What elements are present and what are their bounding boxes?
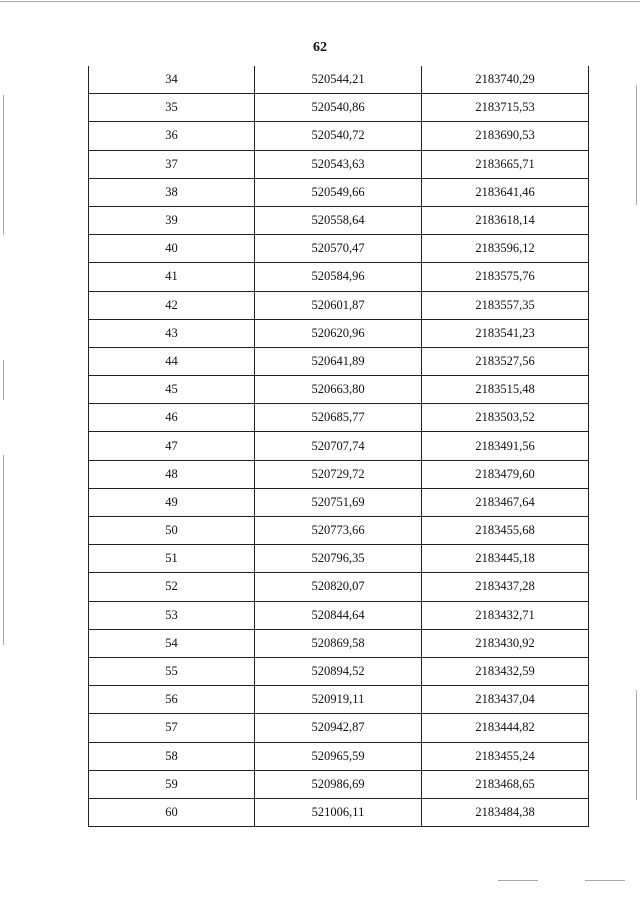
y-coordinate-cell: 2183596,12 bbox=[422, 235, 589, 263]
x-coordinate-cell: 520751,69 bbox=[255, 488, 422, 516]
x-coordinate-cell: 520544,21 bbox=[255, 66, 422, 94]
point-number-cell: 55 bbox=[89, 657, 255, 685]
x-coordinate-cell: 520844,64 bbox=[255, 601, 422, 629]
y-coordinate-cell: 2183455,68 bbox=[422, 517, 589, 545]
point-number-cell: 52 bbox=[89, 573, 255, 601]
x-coordinate-cell: 520729,72 bbox=[255, 460, 422, 488]
y-coordinate-cell: 2183444,82 bbox=[422, 714, 589, 742]
x-coordinate-cell: 520584,96 bbox=[255, 263, 422, 291]
table-row bbox=[89, 122, 589, 150]
point-number-cell: 48 bbox=[89, 460, 255, 488]
scan-edge-top bbox=[0, 1, 640, 2]
point-number-cell: 47 bbox=[89, 432, 255, 460]
scan-edge-bottom bbox=[498, 880, 538, 881]
table-row bbox=[89, 798, 589, 826]
point-number-cell: 34 bbox=[89, 66, 255, 94]
x-coordinate-cell: 521006,11 bbox=[255, 798, 422, 826]
point-number-cell: 43 bbox=[89, 319, 255, 347]
x-coordinate-cell: 520549,66 bbox=[255, 178, 422, 206]
table-row bbox=[89, 460, 589, 488]
table-row bbox=[89, 742, 589, 770]
table-row bbox=[89, 66, 589, 94]
y-coordinate-cell: 2183467,64 bbox=[422, 488, 589, 516]
x-coordinate-cell: 520894,52 bbox=[255, 657, 422, 685]
y-coordinate-cell: 2183541,23 bbox=[422, 319, 589, 347]
y-coordinate-cell: 2183491,56 bbox=[422, 432, 589, 460]
table-row bbox=[89, 714, 589, 742]
point-number-cell: 36 bbox=[89, 122, 255, 150]
x-coordinate-cell: 520796,35 bbox=[255, 545, 422, 573]
table-row bbox=[89, 376, 589, 404]
y-coordinate-cell: 2183430,92 bbox=[422, 629, 589, 657]
table-row bbox=[89, 150, 589, 178]
point-number-cell: 39 bbox=[89, 206, 255, 234]
x-coordinate-cell: 520641,89 bbox=[255, 347, 422, 375]
table-row bbox=[89, 629, 589, 657]
point-number-cell: 57 bbox=[89, 714, 255, 742]
y-coordinate-cell: 2183455,24 bbox=[422, 742, 589, 770]
table-row bbox=[89, 488, 589, 516]
x-coordinate-cell: 520543,63 bbox=[255, 150, 422, 178]
y-coordinate-cell: 2183445,18 bbox=[422, 545, 589, 573]
x-coordinate-cell: 520965,59 bbox=[255, 742, 422, 770]
point-number-cell: 50 bbox=[89, 517, 255, 545]
point-number-cell: 49 bbox=[89, 488, 255, 516]
scan-edge-left bbox=[3, 95, 4, 235]
x-coordinate-cell: 520540,86 bbox=[255, 94, 422, 122]
table-row bbox=[89, 404, 589, 432]
scan-edge-bottom bbox=[585, 880, 625, 881]
table-row bbox=[89, 432, 589, 460]
table-row bbox=[89, 517, 589, 545]
table-row bbox=[89, 545, 589, 573]
table-row bbox=[89, 291, 589, 319]
x-coordinate-cell: 520620,96 bbox=[255, 319, 422, 347]
point-number-cell: 45 bbox=[89, 376, 255, 404]
point-number-cell: 37 bbox=[89, 150, 255, 178]
point-number-cell: 42 bbox=[89, 291, 255, 319]
x-coordinate-cell: 520663,80 bbox=[255, 376, 422, 404]
scan-edge-left bbox=[3, 360, 4, 400]
x-coordinate-cell: 520773,66 bbox=[255, 517, 422, 545]
table-row bbox=[89, 573, 589, 601]
coordinates-table-body bbox=[89, 66, 589, 827]
y-coordinate-cell: 2183479,60 bbox=[422, 460, 589, 488]
table-row bbox=[89, 235, 589, 263]
y-coordinate-cell: 2183437,28 bbox=[422, 573, 589, 601]
x-coordinate-cell: 520540,72 bbox=[255, 122, 422, 150]
x-coordinate-cell: 520707,74 bbox=[255, 432, 422, 460]
y-coordinate-cell: 2183432,71 bbox=[422, 601, 589, 629]
x-coordinate-cell: 520869,58 bbox=[255, 629, 422, 657]
table-row bbox=[89, 178, 589, 206]
x-coordinate-cell: 520558,64 bbox=[255, 206, 422, 234]
table-row bbox=[89, 770, 589, 798]
page-number: 62 bbox=[313, 40, 327, 55]
table-row bbox=[89, 601, 589, 629]
point-number-cell: 40 bbox=[89, 235, 255, 263]
y-coordinate-cell: 2183515,48 bbox=[422, 376, 589, 404]
table-row bbox=[89, 319, 589, 347]
y-coordinate-cell: 2183575,76 bbox=[422, 263, 589, 291]
y-coordinate-cell: 2183437,04 bbox=[422, 686, 589, 714]
x-coordinate-cell: 520919,11 bbox=[255, 686, 422, 714]
x-coordinate-cell: 520986,69 bbox=[255, 770, 422, 798]
y-coordinate-cell: 2183557,35 bbox=[422, 291, 589, 319]
x-coordinate-cell: 520685,77 bbox=[255, 404, 422, 432]
y-coordinate-cell: 2183527,56 bbox=[422, 347, 589, 375]
y-coordinate-cell: 2183432,59 bbox=[422, 657, 589, 685]
point-number-cell: 35 bbox=[89, 94, 255, 122]
y-coordinate-cell: 2183641,46 bbox=[422, 178, 589, 206]
table-row bbox=[89, 263, 589, 291]
table-row bbox=[89, 94, 589, 122]
x-coordinate-cell: 520820,07 bbox=[255, 573, 422, 601]
point-number-cell: 46 bbox=[89, 404, 255, 432]
y-coordinate-cell: 2183484,38 bbox=[422, 798, 589, 826]
y-coordinate-cell: 2183715,53 bbox=[422, 94, 589, 122]
scan-edge-left bbox=[3, 455, 4, 645]
x-coordinate-cell: 520570,47 bbox=[255, 235, 422, 263]
point-number-cell: 58 bbox=[89, 742, 255, 770]
point-number-cell: 38 bbox=[89, 178, 255, 206]
table-row bbox=[89, 686, 589, 714]
y-coordinate-cell: 2183503,52 bbox=[422, 404, 589, 432]
point-number-cell: 51 bbox=[89, 545, 255, 573]
y-coordinate-cell: 2183740,29 bbox=[422, 66, 589, 94]
table-row bbox=[89, 347, 589, 375]
point-number-cell: 56 bbox=[89, 686, 255, 714]
x-coordinate-cell: 520601,87 bbox=[255, 291, 422, 319]
point-number-cell: 59 bbox=[89, 770, 255, 798]
point-number-cell: 54 bbox=[89, 629, 255, 657]
x-coordinate-cell: 520942,87 bbox=[255, 714, 422, 742]
y-coordinate-cell: 2183468,65 bbox=[422, 770, 589, 798]
scan-edge-right bbox=[636, 690, 637, 800]
table-row bbox=[89, 206, 589, 234]
y-coordinate-cell: 2183618,14 bbox=[422, 206, 589, 234]
point-number-cell: 41 bbox=[89, 263, 255, 291]
point-number-cell: 53 bbox=[89, 601, 255, 629]
point-number-cell: 44 bbox=[89, 347, 255, 375]
table-row bbox=[89, 657, 589, 685]
coordinates-table bbox=[88, 66, 589, 827]
y-coordinate-cell: 2183665,71 bbox=[422, 150, 589, 178]
scan-edge-right bbox=[636, 85, 637, 205]
point-number-cell: 60 bbox=[89, 798, 255, 826]
y-coordinate-cell: 2183690,53 bbox=[422, 122, 589, 150]
